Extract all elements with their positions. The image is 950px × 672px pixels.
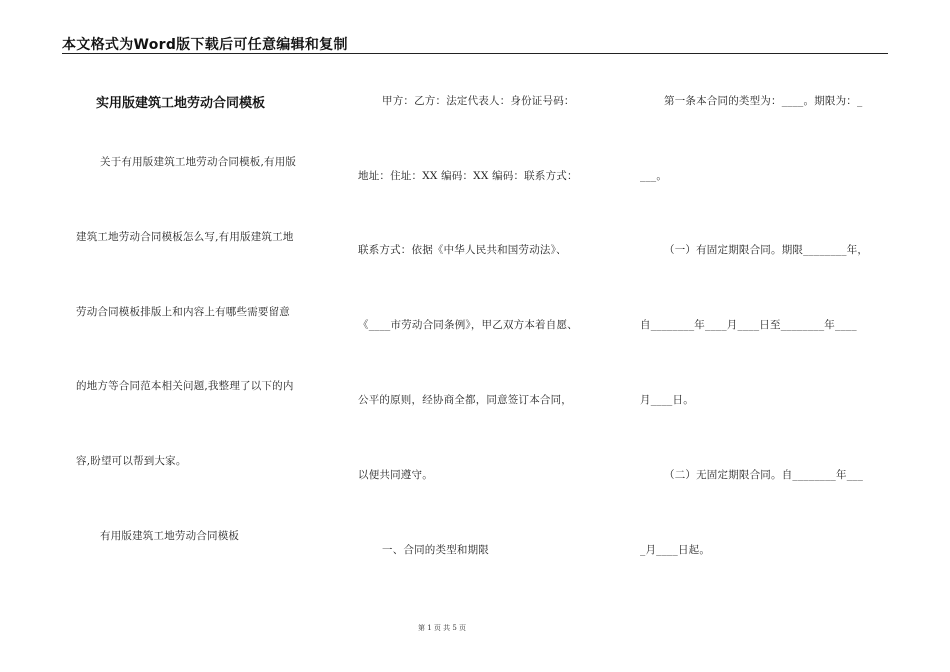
paragraph-line: 自________年____月____日至________年____ — [640, 319, 857, 331]
paragraph-line: （一）有固定期限合同。期限________年， — [664, 244, 869, 256]
paragraph-line: 《____市劳动合同条例》，甲乙双方本着自愿、 — [358, 319, 578, 331]
paragraph-line: （二）无固定期限合同。自________年___ — [664, 469, 864, 481]
paragraph-line: 的地方等合同范本相关问题,我整理了以下的内 — [76, 380, 294, 392]
paragraph-line: 劳动合同模板排版上和内容上有哪些需要留意 — [76, 306, 290, 318]
paragraph-line: 甲方：乙方：法定代表人：身份证号码： — [382, 95, 575, 107]
paragraph-line: 第一条本合同的类型为：____。期限为：_ — [664, 95, 863, 107]
paragraph-line: _月____日起。 — [640, 544, 711, 556]
paragraph-line: 月____日。 — [640, 394, 694, 406]
page-number: 第 1 页 共 5 页 — [417, 624, 467, 632]
paragraph-line: ___。 — [640, 170, 668, 182]
paragraph-line: 关于有用版建筑工地劳动合同模板,有用版 — [100, 156, 297, 168]
paragraph-line: 联系方式：依据《中华人民共和国劳动法》、 — [358, 244, 567, 256]
document-title: 实用版建筑工地劳动合同模板 — [96, 96, 266, 111]
paragraph-line: 建筑工地劳动合同模板怎么写,有用版建筑工地 — [76, 231, 294, 243]
header-text: 本文格式为Word版下载后可任意编辑和复制 — [62, 37, 348, 53]
paragraph-line: 以便共同遵守。 — [358, 469, 433, 481]
header-divider — [62, 53, 888, 54]
paragraph-line: 有用版建筑工地劳动合同模板 — [100, 530, 240, 542]
paragraph-line: 公平的原则，经协商全都，同意签订本合同， — [358, 394, 572, 406]
paragraph-line: 容,盼望可以帮到大家。 — [76, 455, 187, 467]
paragraph-line: 地址：住址：XX 编码：XX 编码：联系方式： — [358, 170, 578, 182]
section-heading: 一、合同的类型和期限 — [382, 544, 489, 556]
